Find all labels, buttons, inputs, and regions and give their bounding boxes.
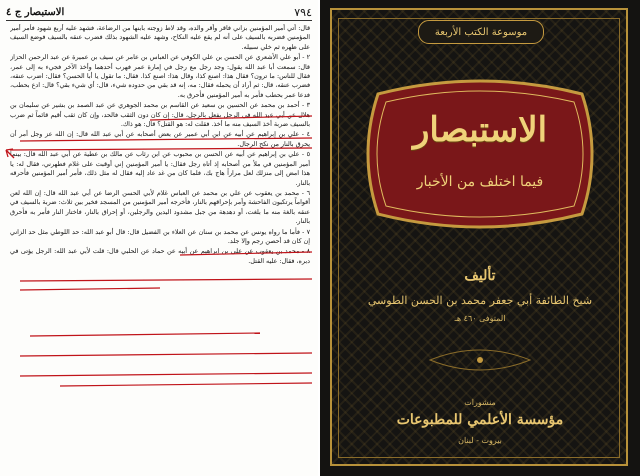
paragraph-8: ٨ - محمد بن يعقوب عن علي بن إبراهيم عن أبيه عن حماد عن الحلبي قال: قلت لأبي عبد الله: الرجل يؤتى في دبره، فقال: عليه القتل. [10, 247, 310, 265]
series-banner: موسوعة الكتب الأربعة [418, 20, 544, 44]
page-header [6, 4, 312, 21]
publisher-name: مؤسسة الأعلمي للمطبوعات [396, 412, 564, 428]
paragraph-5: ٥ - علي بن إبراهيم عن أبيه عن الحسن بن محبوب عن ابن رئاب عن مالك بن عطية عن أبي عبد الله قال: بينما أمير المؤمنين في ملأ من أصحابه إذ أتاه رجل فقال: يا أمير المؤمنين إني أوقبت على غلام فطهرني، فقال له: يا هذا امض إلى منزلك لعل مراراً هاج بك، فلما كان من غد عاد إليه فقال له مثل ذلك، فأمر أمير المؤمنين فأحرقه بالنار. [10, 150, 310, 187]
cover-ornament [320, 340, 640, 380]
book-cover [320, 0, 640, 476]
page-number: ٧٩٤ [294, 5, 312, 19]
author-label: تأليف [464, 268, 496, 284]
running-title: الاستبصار ج ٤ [6, 6, 65, 18]
paragraph-2: ٢ - أبو علي الأشعري عن الحسن بن علي الكوفي عن العباس بن عامر عن سيف بن عميرة عن عبد الرحمن الحزاز قال: سمعت أبا عبد الله يقول: وجد رجل مع رجل في إمارة عمر فهرب أحدهما وأخذ الآخر فجيء به إلى عمر، فقال للناس: ما ترون؟ فقال هذا: اصنع كذا، وقال هذا: اصنع كذا. فقال: ما تقول يا أبا الحسن؟ فقال: اضرب عنقه، فضرب عنقه، قال: ثم أراد أن يحمله فقال: مه، إنه قد بقي من حدوده شيء، قال: أي شيء بقي؟ قال: ادع بحطب، فدعا عمر بحطب فأمر به أمير المؤمنين فأحرق به. [10, 53, 310, 99]
paragraph-3: ٣ - أحمد بن محمد عن الحسين بن سعيد عن القاسم بن محمد الجوهري عن عبد الصمد بن بشير عن سليمان بن هلال عن أبي عبد الله في الرجل يفعل بالرجل، قال: إن كان دون الثقب فالحد، وإن كان ثقب أقيم قائماً ثم ضرب بالسيف ضربة أخذ السيف منه ما أخذ. فقلت له: هو القتل؟ قال: هو ذاك. [10, 101, 310, 129]
paragraph-7: ٧ - فأما ما رواه يونس عن محمد بن سنان عن العلاء بن الفضيل قال: قال أبو عبد الله: حد اللوطي مثل حد الزاني إن كان قد أحصن رجم وإلا جلد. [10, 227, 310, 245]
book-title: الاستبصار [412, 110, 548, 150]
cartouche-shape [358, 74, 602, 234]
title-cartouche [358, 74, 602, 234]
paragraph-1: قال: أتي أمير المؤمنين بزاني فاقر وأقر والده، وقد لاط زوجته بابنها من الرضاعة، فشهد عليه أربع شهود فأمر أمير المؤمنين فضربه بالسيف على أنه لم يقع عليه النكاح، وشهد عليه الشهود بذلك فضرب عنقه بالسيف فوضع السيف على ظهره ثم خلي سبيله. [10, 24, 310, 51]
publisher-city: بيروت - لبنان [458, 436, 502, 445]
publisher-label: منشورات [464, 398, 496, 407]
book-subtitle: فيما اختلف من الأخبار [416, 174, 544, 190]
paragraph-6: ٦ - محمد بن يعقوب عن علي بن محمد عن العباس غلام لأبي الحسن الرضا عن أبي عبد الله قال: إن الله لعن أقواماً يرتكبون الفاحشة وأمر بإحراقهم بالنار، فأخرجه أمير المؤمنين من المسجد فخير بين ثلاث: ضربة بالسيف في عنقه بالغة منه ما بلغت، أو دهدهة من جبل مشدود اليدين والرجلين، أو إحراق بالنار، فاختار النار فأمر به فأحرق بالنار. [10, 188, 310, 226]
author-death-date: المتوفى ٤٦٠ هـ [454, 314, 506, 323]
paragraph-4: ٤ - علي بن إبراهيم عن أبيه عن ابن أبي عمير عن بعض أصحابه عن أبي عبد الله قال: إن الله عز وجل أمر أن يحرق بالنار من نكح الرجال. [10, 130, 310, 148]
page-text [10, 24, 310, 472]
book-page [0, 0, 318, 476]
author-name: شيخ الطائفة أبي جعفر محمد بن الحسن الطوسي [367, 294, 593, 307]
